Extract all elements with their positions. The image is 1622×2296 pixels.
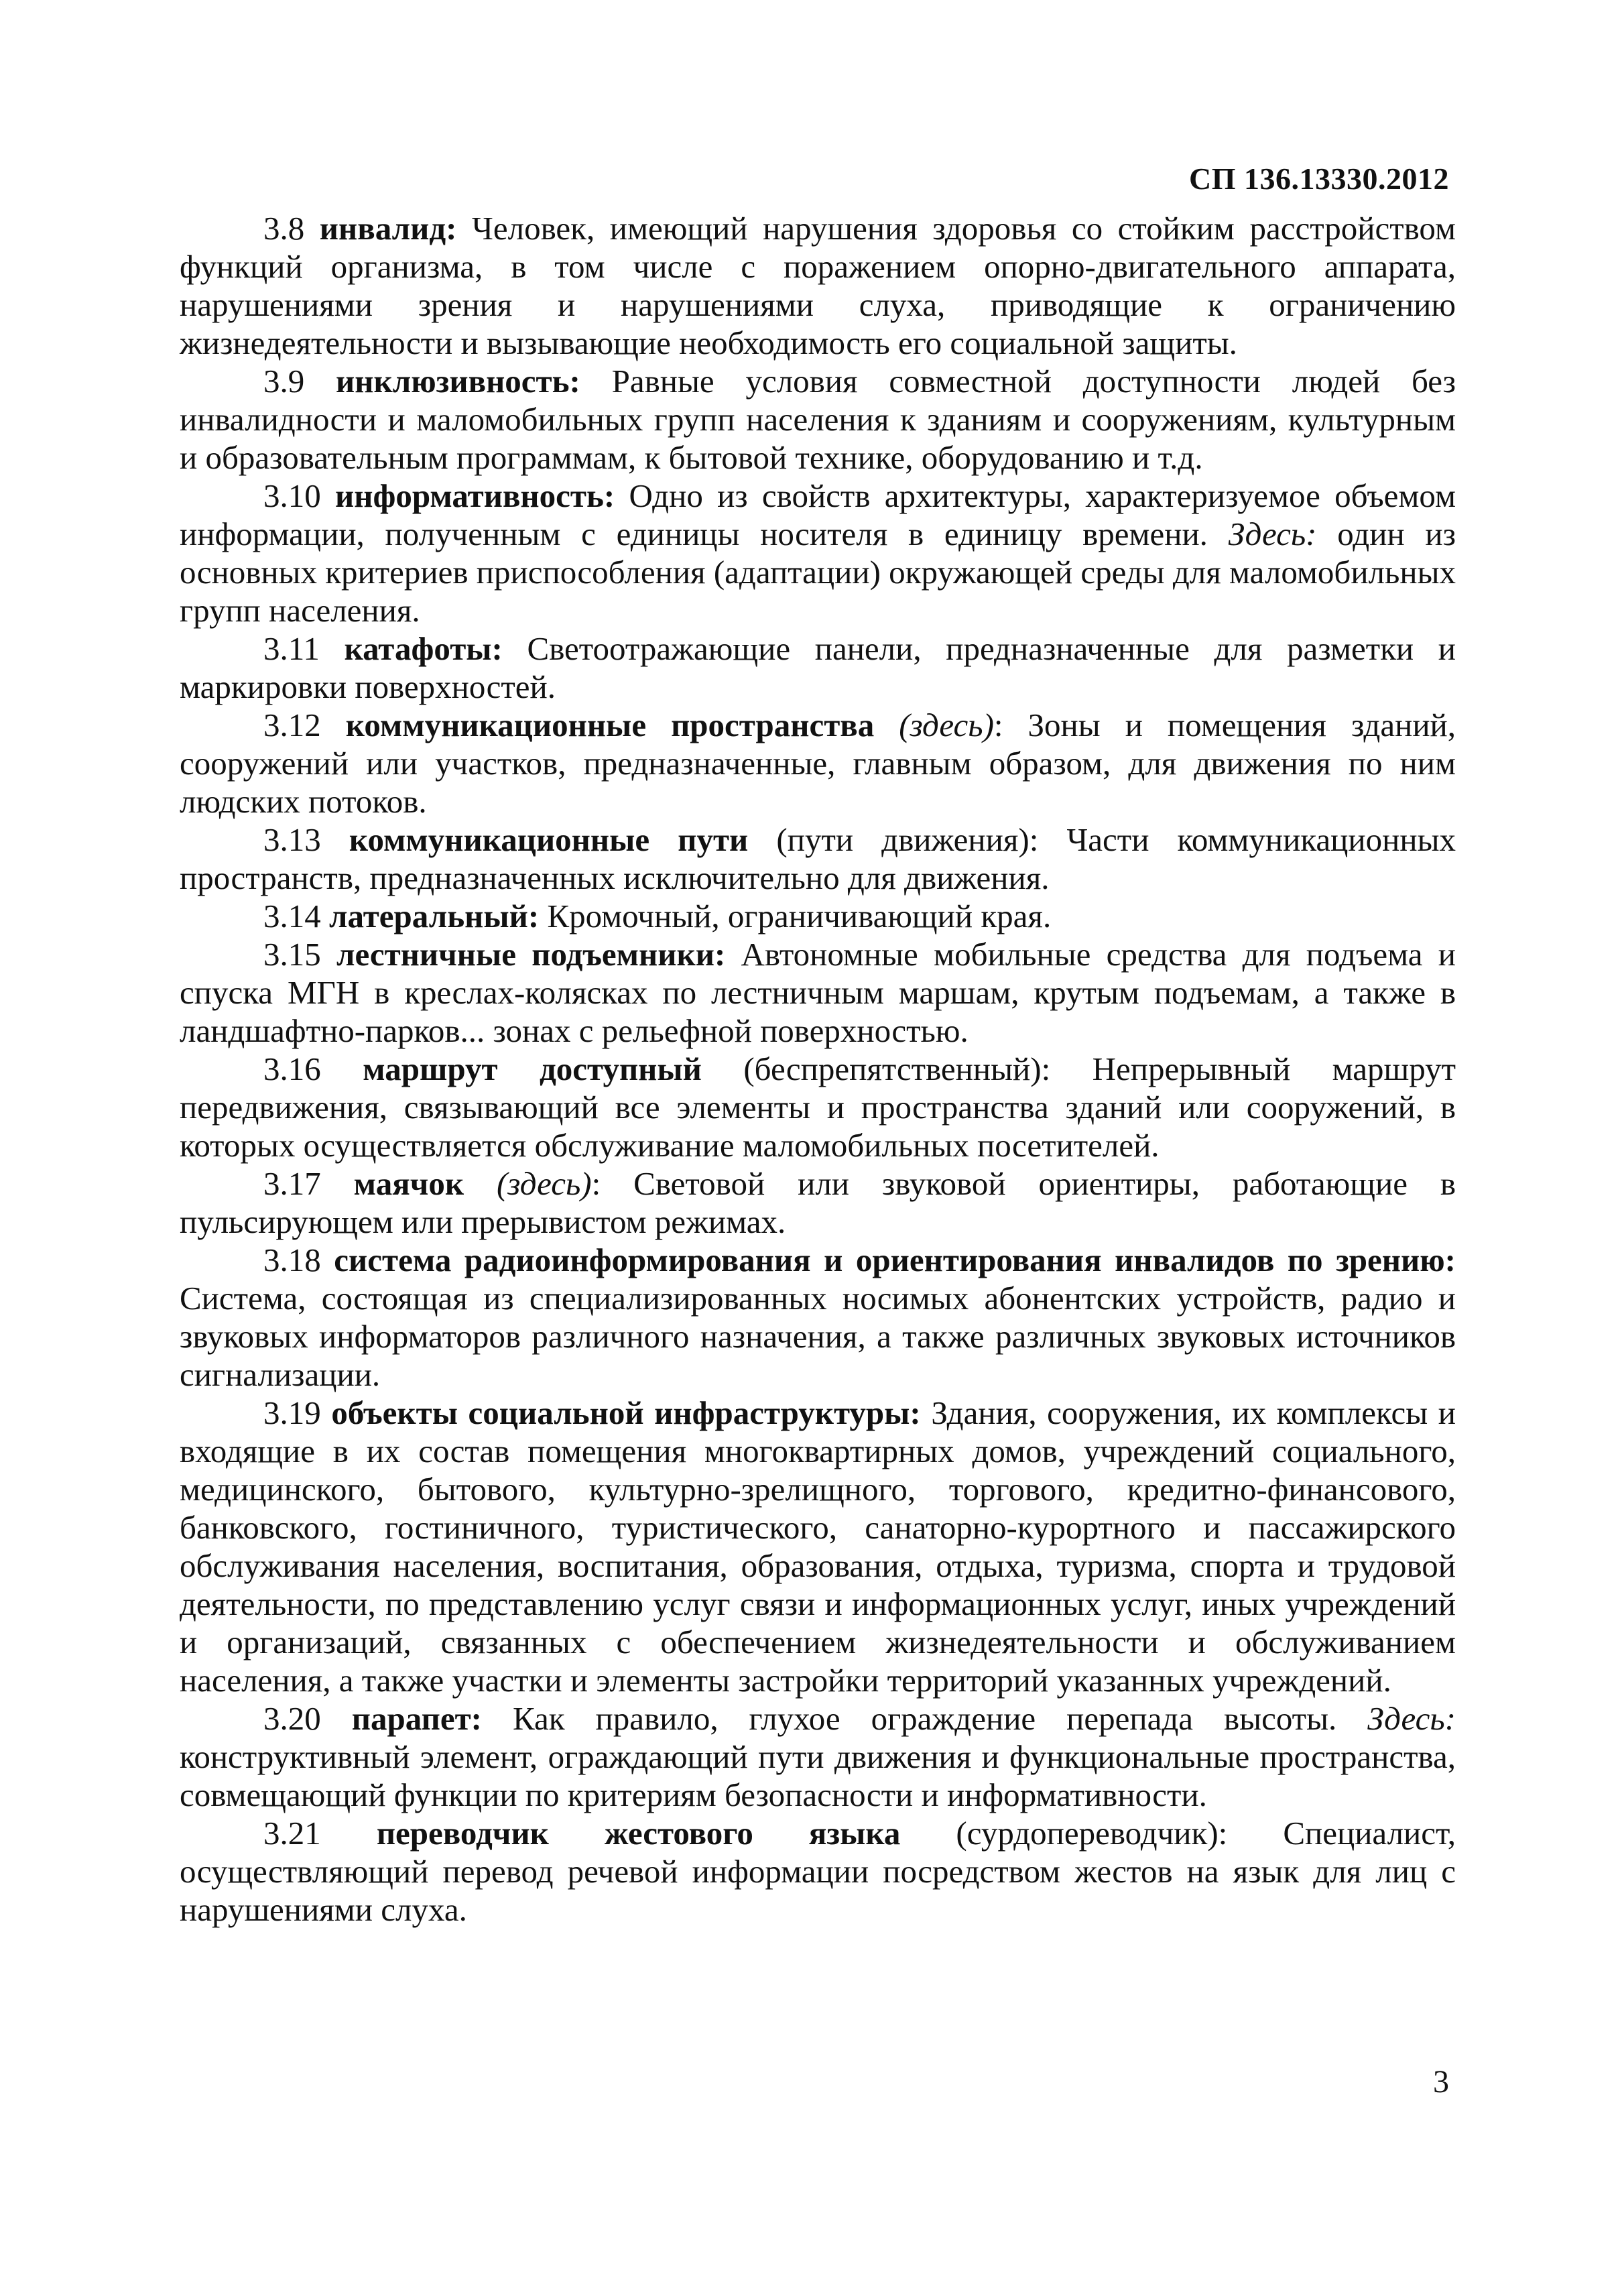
entry-term: маячок (353, 1165, 464, 1202)
definition-entry (180, 1164, 1456, 1241)
definition-entry (180, 821, 1456, 897)
document-code: СП 136.13330.2012 (1189, 162, 1449, 196)
entry-number: 3.12 (263, 707, 321, 743)
entry-term: коммуникационные пути (349, 821, 749, 858)
entry-term: катафоты: (344, 630, 503, 667)
entry-text-continued: один из основных критериев приспособления (адаптации) окружающей среды для маломобильных групп населения. (180, 516, 1456, 629)
entry-number: 3.8 (263, 210, 305, 247)
entry-text: Кромочный, ограничивающий края. (539, 898, 1052, 934)
entry-term: система радиоинформирования и ориентирования инвалидов по зрению: (334, 1242, 1456, 1278)
entry-text-continued: : Световой или звуковой ориентиры, работающие в пульсирующем или прерывистом режимах. (180, 1165, 1456, 1240)
entry-text: Равные условия совместной доступности людей без инвалидности и маломобильных групп населения к зданиям и сооружениям, культурным и образовательным программам, к бытовой технике, оборудованию и т.д. (180, 363, 1456, 476)
entry-number: 3.17 (263, 1165, 321, 1202)
entry-number: 3.11 (263, 630, 320, 667)
definition-entry (180, 629, 1456, 706)
definition-entry (180, 362, 1456, 477)
entry-number: 3.10 (263, 477, 321, 514)
entry-italic: Здесь: (1367, 1700, 1456, 1737)
entry-text: Одно из свойств архитектуры, характеризуемое объемом информации, полученным с единицы носителя в единицу времени. (180, 477, 1456, 552)
definition-entry (180, 477, 1456, 629)
entry-number: 3.9 (263, 363, 305, 400)
entry-term: инклюзивность: (336, 363, 580, 400)
entry-term: лестничные подъемники: (336, 936, 726, 973)
entry-term: латеральный: (329, 898, 540, 934)
entry-term: информативность: (335, 477, 615, 514)
entry-italic: (здесь) (899, 707, 994, 743)
entry-text: Как правило, глухое ограждение перепада высоты. (481, 1700, 1337, 1737)
entry-number: 3.13 (263, 821, 321, 858)
entry-term: маршрут доступный (363, 1050, 702, 1087)
entry-number: 3.19 (263, 1394, 321, 1431)
entry-number: 3.14 (263, 898, 321, 934)
entry-text: Автономные мобильные средства для подъема и спуска МГН в креслах-колясках по лестничным маршам, крутым подъемам, а также в ландшафтно-парков... зонах с рельефной поверхностью. (180, 936, 1456, 1049)
definitions-list (180, 209, 1456, 1929)
definition-entry (180, 1050, 1456, 1164)
entry-italic: (здесь) (496, 1165, 592, 1202)
entry-italic: Здесь: (1228, 516, 1317, 552)
entry-number: 3.21 (263, 1815, 321, 1852)
entry-number: 3.18 (263, 1242, 321, 1278)
page-number: 3 (1433, 2064, 1449, 2100)
definition-entry (180, 935, 1456, 1050)
entry-term: переводчик жестового языка (376, 1815, 901, 1852)
entry-number: 3.15 (263, 936, 321, 973)
entry-term: коммуникационные пространства (345, 707, 875, 743)
entry-text-continued: : Зоны и помещения зданий, сооружений или участков, предназначенные, главным образом, для движения по ним людских потоков. (180, 707, 1456, 820)
definition-entry (180, 1699, 1456, 1814)
entry-term: инвалид: (319, 210, 457, 247)
definition-entry (180, 1394, 1456, 1699)
entry-number: 3.16 (263, 1050, 321, 1087)
entry-text: (сурдопереводчик): Специалист, осуществляющий перевод речевой информации посредством жестов на язык для лиц с нарушениями слуха. (180, 1815, 1456, 1928)
definition-entry (180, 897, 1456, 935)
entry-number: 3.20 (263, 1700, 321, 1737)
entry-text: (беспрепятственный): Непрерывный маршрут передвижения, связывающий все элементы и пространства зданий или сооружений, в которых осуществляется обслуживание маломобильных посетителей. (180, 1050, 1456, 1164)
entry-text: (пути движения): Части коммуникационных пространств, предназначенных исключительно для движения. (180, 821, 1456, 896)
entry-text: Человек, имеющий нарушения здоровья со стойким расстройством функций организма, в том числе с поражением опорно-двигательного аппарата, нарушениями зрения и нарушениями слуха, приводящие к ограничению жизнедеятельности и вызывающие необходимость его социальной защиты. (180, 210, 1456, 361)
definition-entry (180, 1241, 1456, 1394)
definition-entry (180, 706, 1456, 821)
entry-text: Система, состоящая из специализированных носимых абонентских устройств, радио и звуковых информаторов различного назначения, а также различных звуковых источников сигнализации. (180, 1280, 1456, 1393)
entry-term: парапет: (351, 1700, 482, 1737)
entry-term: объекты социальной инфраструктуры: (331, 1394, 921, 1431)
entry-text: Светоотражающие панели, предназначенные для разметки и маркировки поверхностей. (180, 630, 1456, 705)
entry-text: Здания, сооружения, их комплексы и входящие в их состав помещения многоквартирных домов, учреждений социального, медицинского, бытового, культурно-зрелищного, торгового, кредитно-финансового, банковского, гостиничного, туристического, санаторно-курортного и пассажирского обслуживания населения, воспитания, образования, отдыха, туризма, спорта и трудовой деятельности, по представлению услуг связи и информационных услуг, иных учреждений и организаций, связанных с обеспечением жизнедеятельности и обслуживанием населения, а также участки и элементы застройки территорий указанных учреждений. (180, 1394, 1456, 1699)
definition-entry (180, 1814, 1456, 1929)
definition-entry (180, 209, 1456, 362)
entry-text-continued: конструктивный элемент, ограждающий пути движения и функциональные пространства, совмещающий функции по критериям безопасности и информативности. (180, 1738, 1456, 1813)
